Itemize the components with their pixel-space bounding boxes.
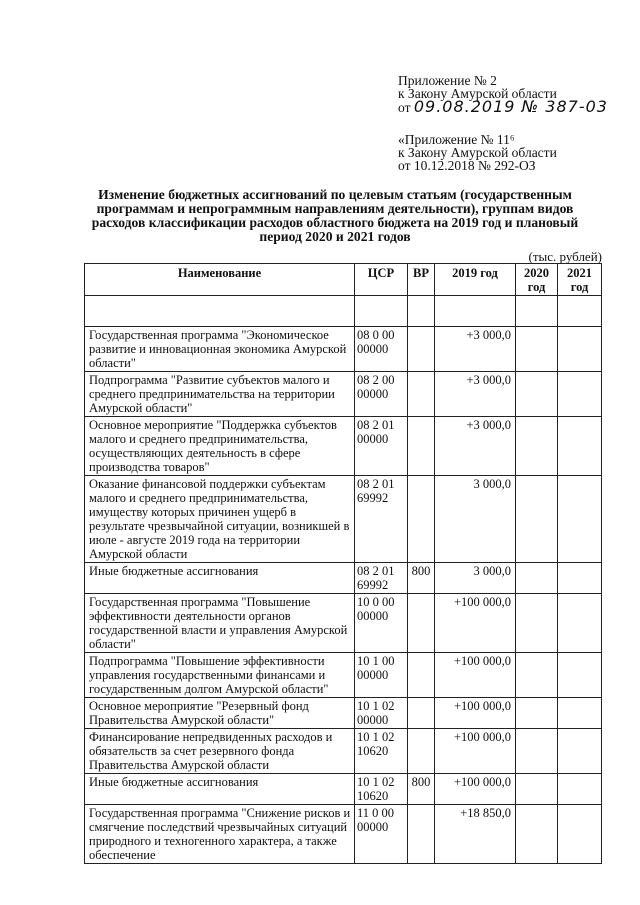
cell-y2020	[516, 476, 558, 563]
col-header-2020: 2020 год	[516, 264, 558, 296]
cell-csr: 10 1 02 00000	[355, 698, 408, 729]
appendix-header	[398, 74, 608, 114]
cell-vr: 800	[408, 774, 435, 805]
table-row	[85, 729, 602, 774]
table-row	[85, 327, 602, 372]
cell-vr	[408, 594, 435, 653]
cell-vr	[408, 653, 435, 698]
cell-vr	[408, 327, 435, 372]
appendix-line-3	[398, 97, 608, 116]
cell-y2019: +3 000,0	[435, 417, 516, 476]
cell-y2020	[516, 729, 558, 774]
cell-y2019: +100 000,0	[435, 698, 516, 729]
cell-y2021	[558, 698, 602, 729]
cell-y2021	[558, 805, 602, 864]
cell-csr: 08 0 00 00000	[355, 327, 408, 372]
cell-name: Государственная программа "Повышение эффективности деятельности органов государственной власти и управления Амурской области"	[85, 594, 355, 653]
cell-y2020	[516, 653, 558, 698]
cell-name: Государственная программа "Снижение рисков и смягчение последствий чрезвычайных ситуаций природного и техногенного характера, а также обеспечение	[85, 805, 355, 864]
amended-line-3: от 10.12.2018 № 292-ОЗ	[398, 158, 536, 173]
cell-csr: 10 1 02 10620	[355, 729, 408, 774]
cell-vr: 800	[408, 563, 435, 594]
cell-name: Подпрограмма "Развитие субъектов малого и среднего предпринимательства на территории Амурской области"	[85, 372, 355, 417]
cell-y2020	[516, 805, 558, 864]
col-header-csr: ЦСР	[355, 264, 408, 296]
cell-y2020	[516, 372, 558, 417]
spacer-row	[85, 296, 602, 327]
cell-y2021	[558, 476, 602, 563]
table-row	[85, 476, 602, 563]
cell-csr: 10 0 00 00000	[355, 594, 408, 653]
col-header-2019: 2019 год	[435, 264, 516, 296]
cell-y2021	[558, 653, 602, 698]
cell-vr	[408, 698, 435, 729]
cell-csr: 10 1 02 10620	[355, 774, 408, 805]
col-header-name: Наименование	[85, 264, 355, 296]
cell-y2021	[558, 774, 602, 805]
document-title: Изменение бюджетных ассигнований по целевым статьям (государственным программам и непрограммным направлениям деятельности), группам видов расходов классификации расходов областного бюджета на 2019 год и плановый период 2020 и 2021 годов	[91, 187, 579, 244]
cell-csr: 08 2 01 00000	[355, 417, 408, 476]
cell-y2019: +100 000,0	[435, 594, 516, 653]
amended-line-2: к Закону Амурской области	[398, 145, 557, 160]
cell-y2020	[516, 327, 558, 372]
cell-name: Иные бюджетные ассигнования	[85, 774, 355, 805]
cell-csr: 08 2 01 69992	[355, 476, 408, 563]
cell-name: Основное мероприятие "Поддержка субъектов малого и среднего предпринимательства, осуществляющих деятельность в сфере производства товаров"	[85, 417, 355, 476]
handwritten-date-number: 09.08.2019 № 387-03	[413, 97, 608, 116]
cell-y2019: 3 000,0	[435, 563, 516, 594]
amended-line-1: «Приложение № 11⁶	[398, 132, 515, 147]
table-header-row	[85, 264, 602, 296]
cell-vr	[408, 476, 435, 563]
cell-csr: 08 2 00 00000	[355, 372, 408, 417]
cell-y2020	[516, 774, 558, 805]
cell-y2020	[516, 698, 558, 729]
cell-y2020	[516, 563, 558, 594]
table-row	[85, 417, 602, 476]
col-header-vr: ВР	[408, 264, 435, 296]
cell-vr	[408, 372, 435, 417]
cell-vr	[408, 805, 435, 864]
cell-y2019: +100 000,0	[435, 653, 516, 698]
table-row	[85, 805, 602, 864]
cell-y2019: +3 000,0	[435, 372, 516, 417]
cell-y2019: +18 850,0	[435, 805, 516, 864]
cell-y2019: +100 000,0	[435, 774, 516, 805]
cell-csr: 11 0 00 00000	[355, 805, 408, 864]
cell-name: Иные бюджетные ассигнования	[85, 563, 355, 594]
budget-table	[84, 263, 602, 864]
cell-y2021	[558, 729, 602, 774]
units-label: (тыс. рублей)	[528, 249, 602, 264]
table-row	[85, 594, 602, 653]
table-row	[85, 653, 602, 698]
cell-name: Оказание финансовой поддержки субъектам малого и среднего предпринимательства, имуществу которых причинен ущерб в результате чрезвычайной ситуации, возникшей в июле - августе 2019 года на территории Амурской области	[85, 476, 355, 563]
cell-y2021	[558, 417, 602, 476]
cell-y2021	[558, 327, 602, 372]
cell-name: Финансирование непредвиденных расходов и обязательств за счет резервного фонда Правительства Амурской области	[85, 729, 355, 774]
table-row	[85, 774, 602, 805]
cell-y2020	[516, 594, 558, 653]
appendix-line-1: Приложение № 2	[398, 73, 497, 88]
cell-y2021	[558, 372, 602, 417]
amended-appendix-header	[398, 133, 557, 172]
cell-y2020	[516, 417, 558, 476]
table-row	[85, 372, 602, 417]
cell-y2021	[558, 563, 602, 594]
appendix-line-2: к Закону Амурской области	[398, 86, 557, 101]
cell-name: Государственная программа "Экономическое развитие и инновационная экономика Амурской области"	[85, 327, 355, 372]
cell-y2021	[558, 594, 602, 653]
cell-y2019: +100 000,0	[435, 729, 516, 774]
appendix-date-prefix: от	[398, 100, 411, 115]
cell-y2019: 3 000,0	[435, 476, 516, 563]
cell-name: Основное мероприятие "Резервный фонд Правительства Амурской области"	[85, 698, 355, 729]
cell-name: Подпрограмма "Повышение эффективности управления государственными финансами и государственным долгом Амурской области"	[85, 653, 355, 698]
table-row	[85, 698, 602, 729]
cell-csr: 08 2 01 69992	[355, 563, 408, 594]
table-row	[85, 563, 602, 594]
cell-y2019: +3 000,0	[435, 327, 516, 372]
cell-vr	[408, 417, 435, 476]
cell-vr	[408, 729, 435, 774]
cell-csr: 10 1 00 00000	[355, 653, 408, 698]
col-header-2021: 2021 год	[558, 264, 602, 296]
